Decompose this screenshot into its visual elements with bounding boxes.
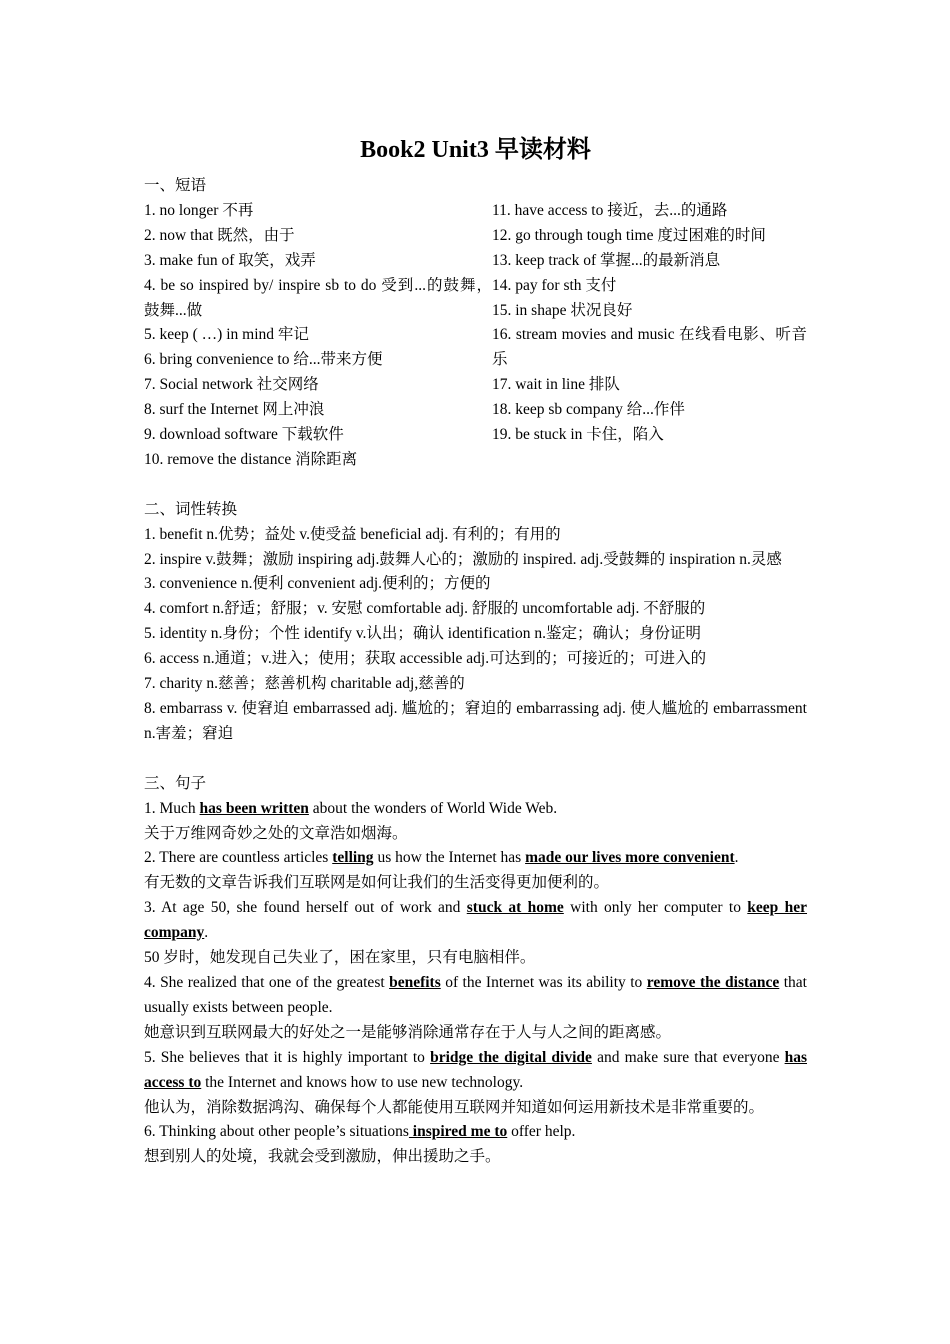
section-heading-word-forms: 二、词性转换 — [144, 500, 238, 518]
key-phrase: made our lives more convenient — [525, 849, 735, 867]
phrase-item: 18. keep sb company 给...作伴 — [492, 401, 685, 419]
word-form-item: 3. convenience n.便利 convenient adj.便利的；方便的 — [144, 575, 491, 593]
document-page — [144, 128, 807, 1170]
blank-line — [144, 747, 807, 772]
key-phrase: bridge the digital divide — [430, 1048, 592, 1066]
sentence-english: 6. Thinking about other people’s situations inspired me to offer help. — [144, 1123, 576, 1141]
sentence-chinese: 她意识到互联网最大的好处之一是能够消除通常存在于人与人之间的距离感。 — [144, 1023, 672, 1041]
phrase-item: 14. pay for sth 支付 — [492, 276, 617, 294]
phrase-item: 5. keep ( …) in mind 牢记 — [144, 326, 309, 344]
phrase-item: 3. make fun of 取笑，戏弄 — [144, 251, 316, 269]
phrase-item: 19. be stuck in 卡住，陷入 — [492, 426, 664, 444]
key-phrase: has access to — [144, 1048, 807, 1091]
word-form-item: 2. inspire v.鼓舞；激励 inspiring adj.鼓舞人心的；激励的 inspired. adj.受鼓舞的 inspiration n.灵感 — [144, 550, 782, 568]
phrase-item: 12. go through tough time 度过困难的时间 — [492, 226, 766, 244]
phrase-item: 8. surf the Internet 网上冲浪 — [144, 401, 325, 419]
key-phrase: keep her company — [144, 899, 808, 942]
sentence-chinese: 他认为，消除数据鸿沟、确保每个人都能使用互联网并知道如何运用新技术是非常重要的。 — [144, 1098, 765, 1116]
sentence-chinese: 有无数的文章告诉我们互联网是如何让我们的生活变得更加便利的。 — [144, 874, 610, 892]
phrase-item: 13. keep track of 掌握...的最新消息 — [492, 251, 721, 269]
phrase-item: 7. Social network 社交网络 — [144, 376, 319, 394]
word-form-item: 6. access n.通道；v.进入；使用；获取 accessible adj.可达到的；可接近的；可进入的 — [144, 650, 707, 668]
section-heading-sentences: 三、句子 — [144, 774, 207, 792]
phrase-item: 2. now that 既然，由于 — [144, 226, 295, 244]
sentence-english: 4. She realized that one of the greatest benefits of the Internet was its ability to remove the distance that usually exists between people. — [144, 973, 807, 1016]
sentence-english: 2. There are countless articles telling us how the Internet has made our lives more convenient. — [144, 849, 739, 867]
phrase-item: 10. remove the distance 消除距离 — [144, 450, 358, 468]
phrase-item: 15. in shape 状况良好 — [492, 301, 633, 319]
sentence-english: 1. Much has been written about the wonders of World Wide Web. — [144, 799, 558, 817]
key-phrase: remove the distance — [646, 973, 780, 991]
word-form-item: 8. embarrass v. 使窘迫 embarrassed adj. 尴尬的；窘迫的 embarrassing adj. 使人尴尬的 embarrassment n.害羞；窘迫 — [144, 700, 807, 742]
key-phrase: benefits — [389, 973, 441, 991]
sentence-english: 3. At age 50, she found herself out of work and stuck at home with only her computer to keep her company. — [144, 899, 808, 942]
phrase-item: 11. have access to 接近，去...的通路 — [492, 201, 728, 219]
page-title: Book2 Unit3 早读材料 — [360, 137, 591, 163]
section-heading-phrases: 一、短语 — [144, 177, 207, 194]
key-phrase: stuck at home — [466, 899, 564, 917]
word-form-item: 1. benefit n.优势；益处 v.使受益 beneficial adj. 有利的；有用的 — [144, 525, 561, 543]
phrase-item: 9. download software 下载软件 — [144, 426, 344, 444]
key-phrase: telling — [332, 849, 374, 867]
phrase-columns — [144, 199, 807, 473]
phrase-item: 6. bring convenience to 给...带来方便 — [144, 351, 383, 369]
sentence-english: 5. She believes that it is highly important to bridge the digital divide and make sure that everyone has access to the Internet and knows how to use new technology. — [144, 1048, 807, 1091]
phrase-item: 1. no longer 不再 — [144, 201, 254, 219]
key-phrase: has been written — [199, 799, 309, 817]
word-form-item: 4. comfort n.舒适；舒服；v. 安慰 comfortable adj. 舒服的 uncomfortable adj. 不舒服的 — [144, 600, 706, 618]
sentence-chinese: 想到别人的处境，我就会受到激励，伸出援助之手。 — [144, 1148, 501, 1166]
phrase-item: 4. be so inspired by/ inspire sb to do 受到...的鼓舞， 鼓舞...做 — [144, 276, 492, 319]
phrase-column-right — [492, 199, 807, 473]
key-phrase: inspired me to — [408, 1123, 508, 1141]
sentence-chinese: 关于万维网奇妙之处的文章浩如烟海。 — [144, 824, 408, 842]
sentence-chinese: 50 岁时，她发现自己失业了，困在家里，只有电脑相伴。 — [144, 949, 536, 967]
word-form-item: 5. identity n.身份；个性 identify v.认出；确认 identification n.鉴定；确认；身份证明 — [144, 625, 701, 643]
blank-line — [144, 473, 807, 498]
word-form-item: 7. charity n.慈善；慈善机构 charitable adj,慈善的 — [144, 675, 465, 693]
phrase-item: 17. wait in line 排队 — [492, 376, 620, 394]
phrase-item: 16. stream movies and music 在线看电影、听音乐 — [492, 326, 807, 369]
phrase-column-left — [144, 199, 492, 473]
